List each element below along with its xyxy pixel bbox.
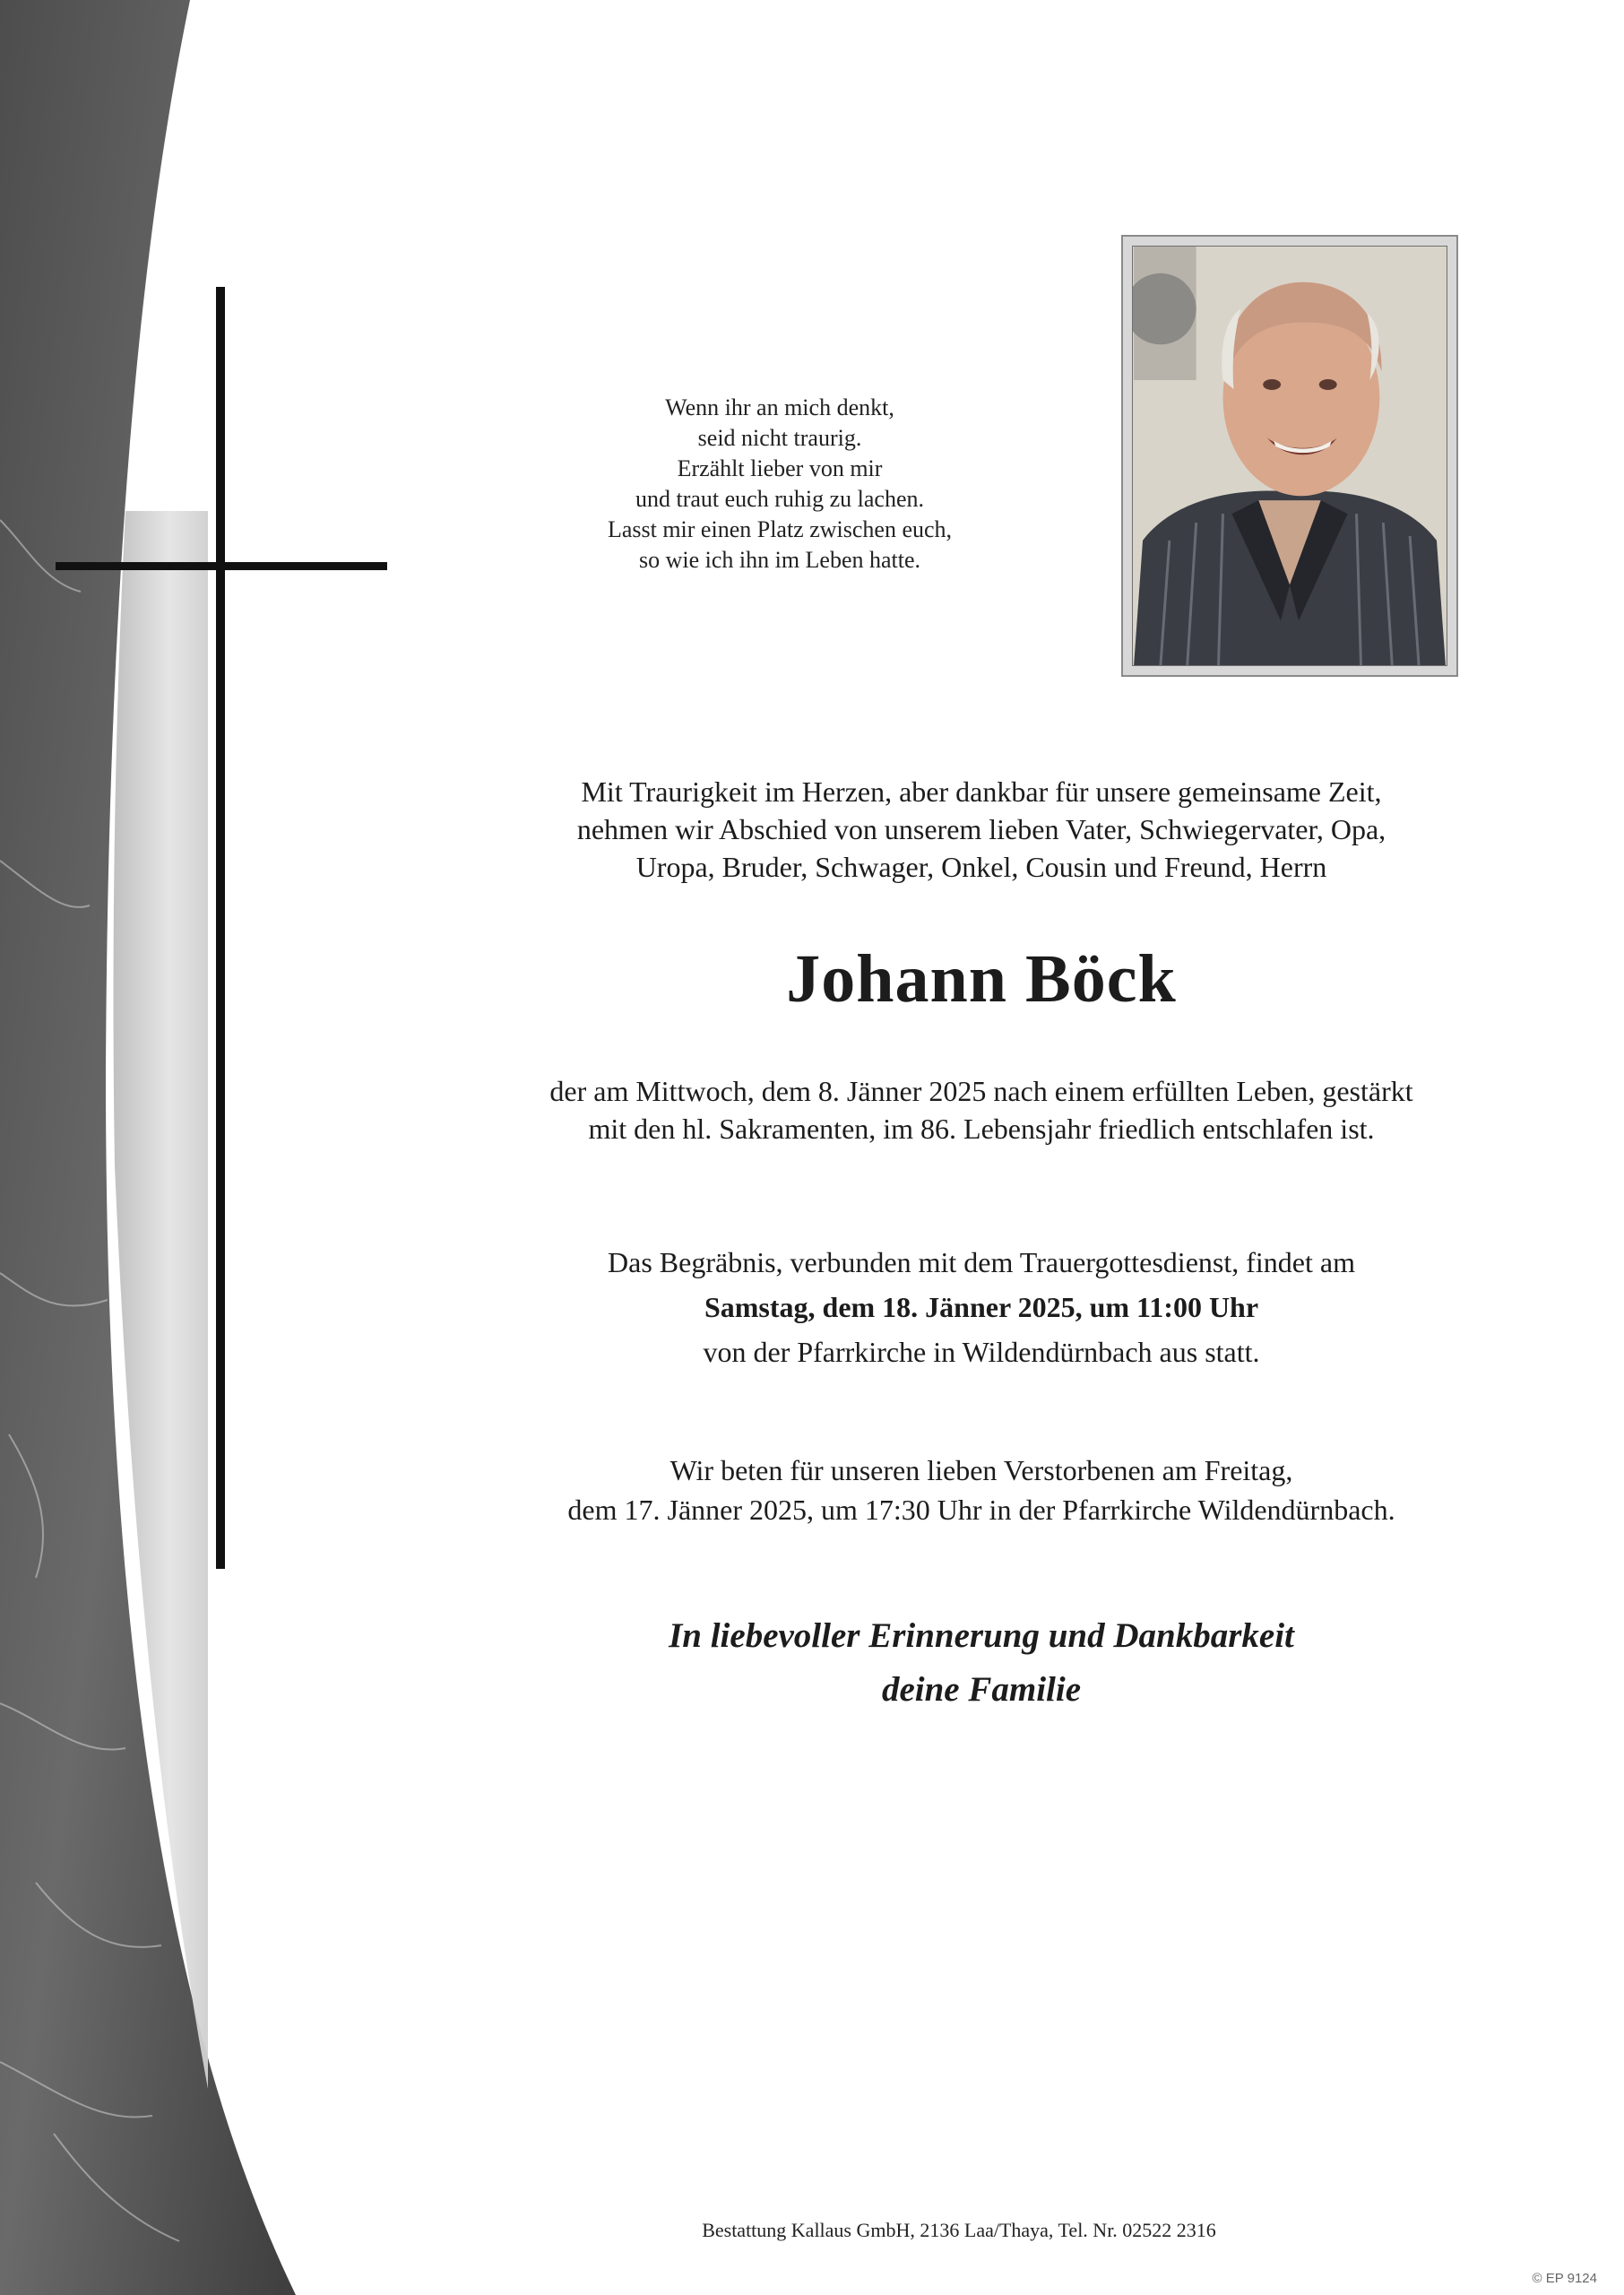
poem-line: Wenn ihr an mich denkt, bbox=[665, 394, 894, 420]
prayer-line: Wir beten für unseren lieben Verstorbenen am Freitag, bbox=[669, 1454, 1293, 1486]
poem-line: und traut euch ruhig zu lachen. bbox=[635, 486, 924, 512]
print-code: © EP 9124 bbox=[1532, 2271, 1597, 2286]
poem-line: so wie ich ihn im Leben hatte. bbox=[638, 547, 921, 573]
portrait-photo bbox=[1132, 246, 1447, 666]
closing-line: In liebevoller Erinnerung und Dankbarkeit bbox=[669, 1616, 1294, 1655]
poem-line: Lasst mir einen Platz zwischen euch, bbox=[607, 516, 953, 542]
deceased-name: Johann Böck bbox=[786, 941, 1177, 1017]
funeral-date: Samstag, dem 18. Jänner 2025, um 11:00 Uhr bbox=[704, 1291, 1259, 1323]
poem-line: seid nicht traurig. bbox=[697, 425, 862, 451]
poem-line: Erzählt lieber von mir bbox=[677, 455, 883, 481]
death-line: der am Mittwoch, dem 8. Jänner 2025 nach einem erfüllten Leben, gestärkt bbox=[549, 1075, 1413, 1107]
cross-vertical-bar bbox=[216, 287, 225, 1569]
closing-signature bbox=[341, 1609, 1622, 1717]
prayer-line: dem 17. Jänner 2025, um 17:30 Uhr in der Pfarrkirche Wildendürnbach. bbox=[567, 1494, 1395, 1526]
closing-line: deine Familie bbox=[881, 1670, 1082, 1709]
intro-line: Uropa, Bruder, Schwager, Onkel, Cousin und Freund, Herrn bbox=[635, 851, 1327, 883]
intro-line: Mit Traurigkeit im Herzen, aber dankbar für unsere gemeinsame Zeit, bbox=[581, 775, 1382, 808]
funeral-home-footer: Bestattung Kallaus GmbH, 2136 Laa/Thaya, Tel. Nr. 02522 2316 bbox=[702, 2219, 1216, 2241]
funeral-line: von der Pfarrkirche in Wildendürnbach aus statt. bbox=[703, 1336, 1260, 1368]
memorial-poem bbox=[502, 393, 1058, 576]
death-line: mit den hl. Sakramenten, im 86. Lebensjahr friedlich entschlafen ist. bbox=[588, 1113, 1375, 1145]
intro-line: nehmen wir Abschied von unserem lieben Vater, Schwiegervater, Opa, bbox=[576, 813, 1386, 845]
cross-horizontal-bar bbox=[56, 562, 387, 570]
funeral-info bbox=[341, 1240, 1622, 1374]
prayer-info bbox=[341, 1451, 1622, 1529]
death-notice bbox=[341, 1072, 1622, 1148]
portrait-frame bbox=[1121, 235, 1458, 677]
funeral-line: Das Begräbnis, verbunden mit dem Trauergottesdienst, findet am bbox=[608, 1246, 1355, 1278]
announcement-intro bbox=[341, 773, 1622, 886]
